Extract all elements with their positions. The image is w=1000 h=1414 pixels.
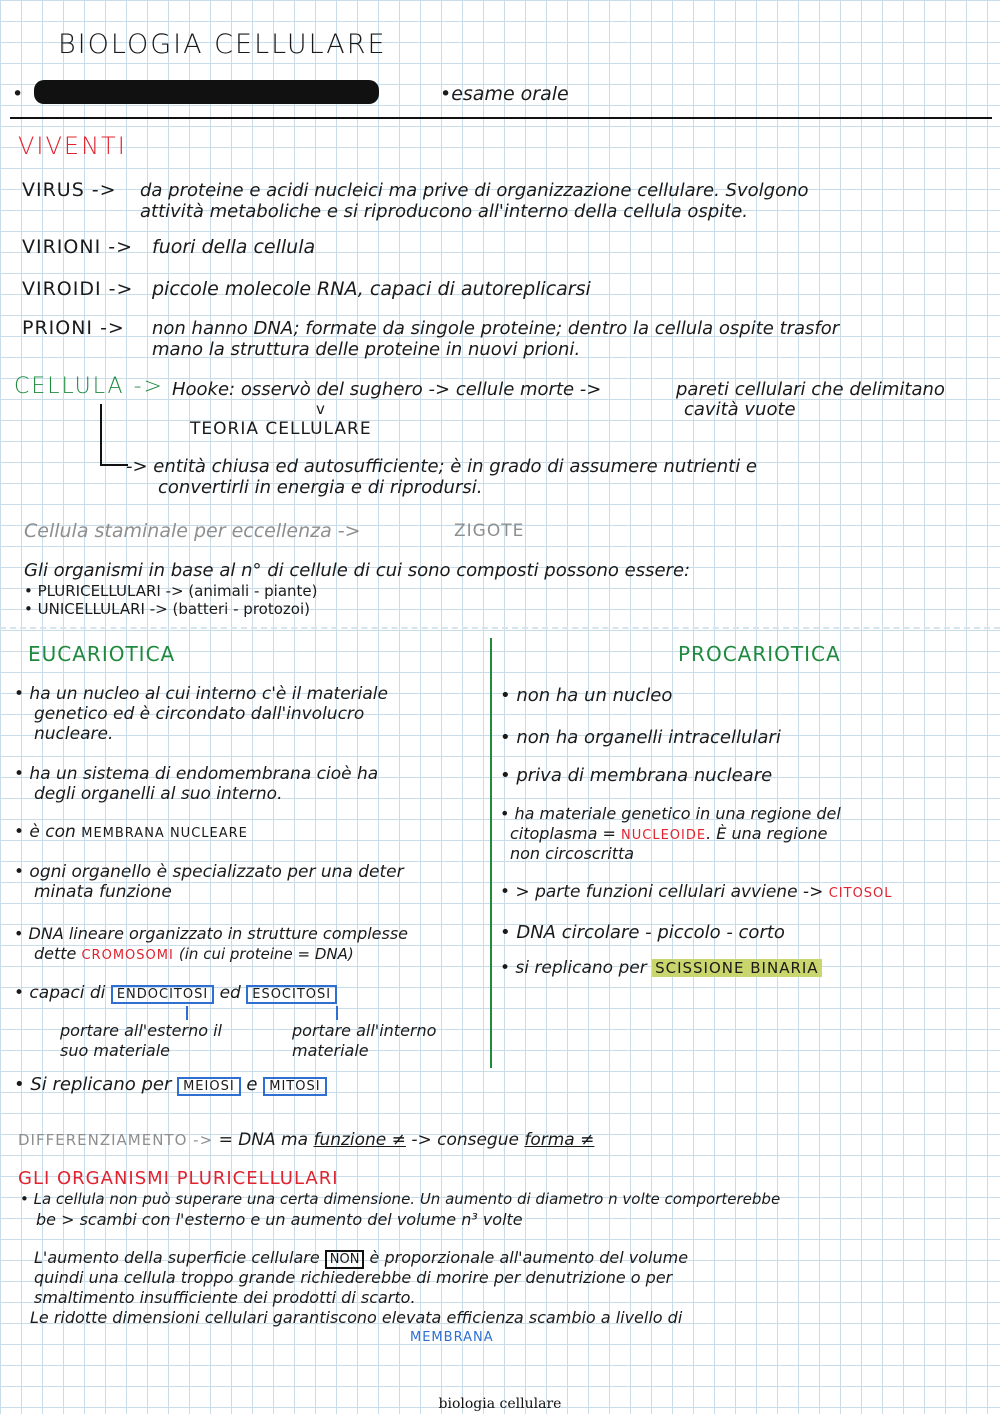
pro-bullet-5: [500, 882, 893, 904]
euc-bullet-6-prefix: • capaci di: [14, 983, 106, 1003]
pluri-p1-line-1: • La cellula non può superare una certa dimensione. Un aumento di diametro n volte comporterebbe: [20, 1190, 781, 1208]
hooke-text: Hooke: osservò del sughero -> cellule morte ->: [172, 379, 602, 400]
entita-text-2: convertirli in energia e di riprodursi.: [158, 477, 483, 498]
euc-bullet-7-prefix: • Si replicano per: [14, 1074, 172, 1095]
entita-text-1: -> entità chiusa ed autosufficiente; è in grado di assumere nutrienti e: [126, 456, 758, 477]
pluricellulari-item: • PLURICELLULARI -> (animali - piante): [24, 582, 318, 600]
virioni-text: fuori della cellula: [152, 236, 316, 258]
euc-bullet-7: [14, 1074, 327, 1097]
virus-text-2: attività metaboliche e si riproducono all'interno della cellula ospite.: [140, 201, 748, 222]
exam-note: •esame orale: [440, 83, 569, 105]
differenziamento-line: [18, 1130, 594, 1151]
pro-bullet-7: [500, 958, 822, 979]
euc-bullet-1-line-2: genetico ed è circondato dall'involucro: [34, 704, 365, 724]
pareti-text-2: cavità vuote: [684, 399, 796, 420]
endo-note-line-1: portare all'esterno il: [60, 1021, 222, 1040]
eso-connector: [336, 1006, 338, 1020]
endo-note-line-2: suo materiale: [60, 1041, 170, 1060]
redacted-name: [34, 80, 379, 104]
procariotica-heading: PROCARIOTICA: [678, 642, 841, 666]
section-separator: [0, 627, 1000, 629]
page-title: BIOLOGIA CELLULARE: [58, 29, 387, 60]
prioni-text-2: mano la struttura delle proteine in nuovi prioni.: [152, 339, 581, 360]
pro-bullet-4-prefix: citoplasma =: [510, 824, 616, 843]
header-divider: [10, 117, 992, 119]
funzione-diversa: funzione ≠: [313, 1130, 406, 1150]
virus-label: VIRUS ->: [22, 179, 117, 201]
pro-bullet-3: • priva di membrana nucleare: [500, 765, 773, 786]
zigote-text: ZIGOTE: [454, 521, 525, 541]
header-bullet: •: [12, 83, 24, 105]
pro-bullet-7-prefix: • si replicano per: [500, 958, 647, 978]
euc-bullet-1-line-1: • ha un nucleo al cui interno c'è il materiale: [14, 684, 388, 704]
cellula-bracket-vertical: [100, 404, 102, 464]
pluri-p2-line-2: quindi una cellula troppo grande richiederebbe di morire per denutrizione o per: [34, 1268, 673, 1287]
arrow-down: v: [316, 400, 325, 418]
pluri-p1-line-2: be > scambi con l'esterno e un aumento del volume n³ volte: [36, 1210, 523, 1229]
pluri-p2-suffix: è proporzionale all'aumento del volume: [369, 1248, 689, 1267]
pro-bullet-1: • non ha un nucleo: [500, 685, 673, 706]
cromosomi: CROMOSOMI: [81, 948, 174, 963]
pluri-p2-line-3: smaltimento insufficiente dei prodotti di scarto.: [34, 1288, 416, 1307]
unicellulari-item: • UNICELLULARI -> (batteri - protozoi): [24, 600, 310, 618]
endo-connector: [186, 1006, 188, 1020]
euc-bullet-5-line-1: • DNA lineare organizzato in strutture complesse: [14, 924, 409, 943]
euc-bullet-1-line-3: nucleare.: [34, 724, 114, 744]
pluri-p2-prefix: L'aumento della superficie cellulare: [34, 1248, 320, 1267]
euc-bullet-5-prefix: dette: [34, 944, 77, 963]
forma-diversa: forma ≠: [524, 1130, 595, 1150]
differenziamento-mid: -> consegue: [411, 1130, 519, 1150]
teoria-cellulare: TEORIA CELLULARE: [190, 419, 372, 439]
pro-bullet-6: • DNA circolare - piccolo - corto: [500, 922, 785, 943]
column-divider: [490, 638, 492, 1068]
prioni-text-1: non hanno DNA; formate da singole proteine; dentro la cellula ospite trasfor: [152, 318, 840, 339]
pluri-p3-line-1: Le ridotte dimensioni cellulari garantiscono elevata efficienza scambio a livello di: [30, 1308, 683, 1327]
virioni-label: VIRIONI ->: [22, 236, 133, 258]
cellula-bracket-horizontal: [100, 464, 128, 466]
membrana-nucleare: MEMBRANA NUCLEARE: [81, 826, 248, 841]
pareti-text-1: pareti cellulari che delimitano: [676, 379, 945, 400]
euc-bullet-5-suffix: (in cui proteine = DNA): [178, 945, 354, 963]
pro-bullet-4-line-3: non circoscritta: [510, 844, 635, 863]
euc-bullet-7-e: e: [246, 1074, 258, 1095]
viroidi-text: piccole molecole RNA, capaci di autoreplicarsi: [152, 278, 591, 300]
euc-bullet-6-ed: ed: [219, 983, 241, 1003]
membrana-label: MEMBRANA: [410, 1330, 494, 1345]
eso-note-line-1: portare all'interno: [292, 1021, 437, 1040]
organismi-intro: Gli organismi in base al n° di cellule di cui sono composti possono essere:: [24, 560, 691, 581]
pro-bullet-5-prefix: • > parte funzioni cellulari avviene ->: [500, 882, 824, 902]
euc-bullet-4-line-2: minata funzione: [34, 882, 172, 902]
scissione-binaria: SCISSIONE BINARIA: [652, 959, 821, 977]
citosol: CITOSOL: [828, 886, 893, 901]
meiosi: MEIOSI: [177, 1077, 241, 1096]
euc-bullet-4-line-1: • ogni organello è specializzato per una deter: [14, 862, 404, 882]
pluricellulari-heading: GLI ORGANISMI PLURICELLULARI: [18, 1168, 339, 1189]
euc-bullet-3-prefix: • è con: [14, 822, 76, 842]
viventi-heading: VIVENTI: [18, 132, 127, 160]
eucariotica-heading: EUCARIOTICA: [28, 642, 176, 666]
viroidi-label: VIROIDI ->: [22, 278, 134, 300]
euc-bullet-6: [14, 983, 337, 1005]
nucleoide: NUCLEOIDE: [621, 828, 707, 843]
pro-bullet-4-line-1: • ha materiale genetico in una regione del: [500, 804, 841, 823]
differenziamento-label: DIFFERENZIAMENTO ->: [18, 1131, 214, 1149]
euc-bullet-2-line-1: • ha un sistema di endomembrana cioè ha: [14, 764, 379, 784]
euc-bullet-2-line-2: degli organelli al suo interno.: [34, 784, 283, 804]
pro-bullet-4-suffix: . È una regione: [706, 824, 828, 843]
endocitosi: ENDOCITOSI: [111, 985, 214, 1004]
non-box: NON: [325, 1250, 365, 1269]
euc-bullet-5-line-2: [34, 943, 354, 966]
pro-bullet-2: • non ha organelli intracellulari: [500, 727, 781, 748]
prioni-label: PRIONI ->: [22, 317, 125, 339]
virus-text-1: da proteine e acidi nucleici ma prive di organizzazione cellulare. Svolgono: [140, 180, 809, 201]
differenziamento-prefix: = DNA ma: [218, 1130, 309, 1150]
mitosi: MITOSI: [263, 1077, 326, 1096]
cellula-label: CELLULA ->: [14, 374, 164, 399]
euc-bullet-3: [14, 822, 248, 844]
staminale-text: Cellula staminale per eccellenza ->: [24, 520, 361, 542]
eso-note-line-2: materiale: [292, 1041, 369, 1060]
esocitosi: ESOCITOSI: [246, 985, 337, 1004]
page-footer: biologia cellulare: [438, 1396, 562, 1412]
